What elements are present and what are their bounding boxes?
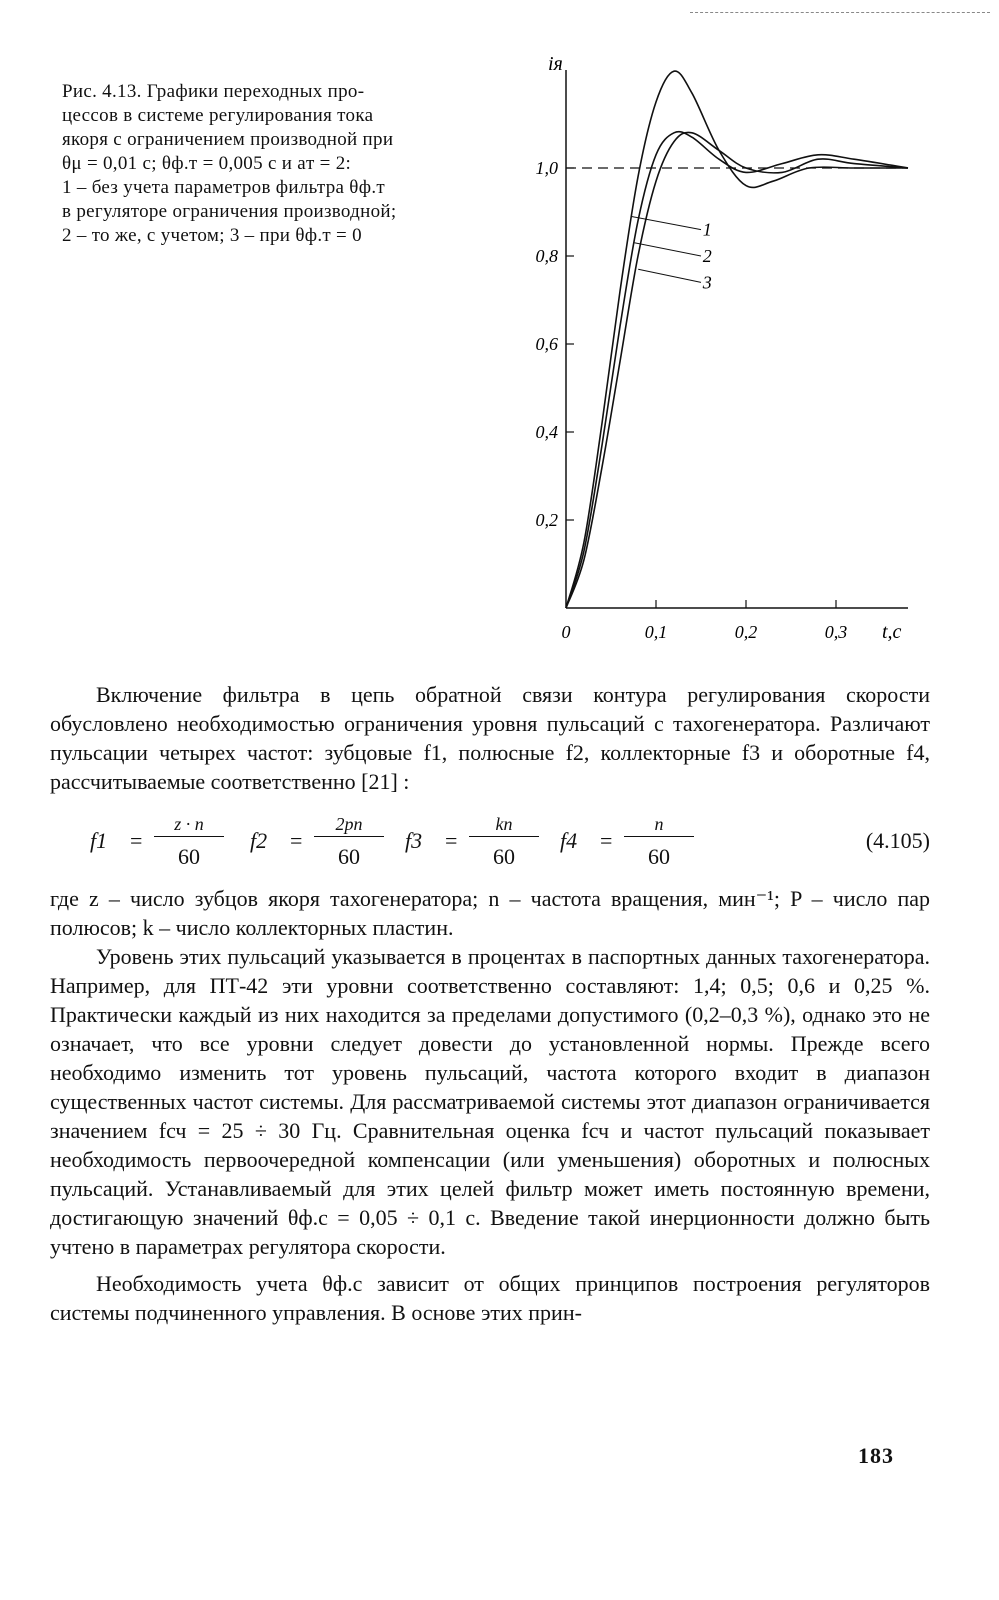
formula-f3-denominator: 60 xyxy=(493,844,515,869)
body-text xyxy=(50,680,930,1327)
formula-f1-denominator: 60 xyxy=(178,844,200,869)
caption-line: цессов в системе регулирования тока xyxy=(62,105,374,126)
formula-f4-denominator: 60 xyxy=(648,844,670,869)
formula-eq: = xyxy=(445,828,458,853)
x-tick-label: 0 xyxy=(561,622,571,642)
formula-f2-name: f2 xyxy=(250,828,268,853)
formula-4-105 xyxy=(50,806,930,876)
series-2-line xyxy=(566,132,908,608)
caption-line: якоря с ограничением производной при xyxy=(62,129,394,150)
series-2-label: 2 xyxy=(702,246,712,266)
caption-line: θμ = 0,01 с; θф.т = 0,005 с и aт = 2: xyxy=(62,153,352,174)
formula-f1-numerator: z · n xyxy=(174,814,204,834)
y-axis-label: iя xyxy=(548,53,563,75)
y-tick-label: 1,0 xyxy=(535,158,558,178)
paragraph-4: Необходимость учета θф.с зависит от общих принципов построения регуляторов системы подчиненного управления. В основе этих прин- xyxy=(50,1271,930,1325)
formula-f3-name: f3 xyxy=(405,828,423,853)
formula-f2-denominator: 60 xyxy=(338,844,360,869)
fraction-bar xyxy=(469,836,539,837)
page-top-rule xyxy=(690,12,990,13)
formula-eq: = xyxy=(130,828,143,853)
formula-f4-name: f4 xyxy=(560,828,578,853)
series-1-label: 1 xyxy=(702,219,712,240)
series-3-label: 3 xyxy=(702,272,712,293)
y-tick-label: 0,2 xyxy=(535,510,558,530)
y-tick-label: 0,8 xyxy=(535,246,558,266)
page-number: 183 xyxy=(858,1443,894,1468)
caption-line: Рис. 4.13. Графики переходных про- xyxy=(62,81,365,102)
caption-line: 1 – без учета параметров фильтра θф.т xyxy=(62,177,385,198)
series-3-leader xyxy=(638,269,701,282)
fraction-bar xyxy=(154,836,224,837)
paragraph-2: где z – число зубцов якоря тахогенератора; n – частота вращения, мин⁻¹; P – число пар полюсов; k – число коллекторных пластин. xyxy=(50,886,930,940)
y-tick-label: 0,4 xyxy=(535,422,558,442)
x-tick-label: 0,2 xyxy=(734,622,758,642)
formula-eq: = xyxy=(290,828,303,853)
formula-f4-numerator: n xyxy=(654,814,664,834)
caption-line: в регуляторе ограничения производной; xyxy=(62,201,397,222)
formula-f3-numerator: kn xyxy=(495,814,513,834)
formula-f2-numerator: 2pn xyxy=(335,814,363,834)
figure-caption xyxy=(62,80,492,248)
fraction-bar xyxy=(624,836,694,837)
series-2-leader xyxy=(635,243,701,256)
formula-eq: = xyxy=(600,828,613,853)
transient-chart xyxy=(520,53,940,660)
series-3-line xyxy=(566,132,908,608)
x-tick-label: 0,3 xyxy=(824,622,848,642)
series-1-leader xyxy=(631,216,701,229)
caption-line: 2 – то же, с учетом; 3 – при θф.т = 0 xyxy=(62,225,362,246)
x-tick-label: 0,1 xyxy=(644,622,668,642)
fraction-bar xyxy=(314,836,384,837)
equation-number: (4.105) xyxy=(865,828,930,853)
chart-svg xyxy=(520,53,940,660)
paragraph-3: Уровень этих пульсаций указывается в процентах в паспортных данных тахогенератора. Например, для ПТ-42 эти уровни соответственно составляют: 1,4; 0,5; 0,6 и 0,25 %. Практически каждый из них находится за пределами допустимого (0,2–0,3 %), однако это не означает, что все уровни следует довести до установленной нормы. Прежде всего необходимо изменить тот уровень пульсаций, частота которого входит в диапазон существенных частот системы. Для рассматриваемой системы этот диапазон ограничивается значением fсч = 25 ÷ 30 Гц. Сравнительная оценка fсч и частот пульсаций показывает необходимость первоочередной компенсации (или уменьшения) оборотных и полюсных пульсаций. Устанавливаемый для этих целей фильтр может иметь постоянную времени, достигающую значений θф.с = 0,05 ÷ 0,1 с. Введение такой инерционности должно быть учтено в параметрах регулятора скорости. xyxy=(50,944,930,1259)
x-axis-label: t,c xyxy=(882,621,902,643)
paragraph-1: Включение фильтра в цепь обратной связи контура регулирования скорости обусловлено необходимостью ограничения уровня пульсаций с тахогенератора. Различают пульсации четырех частот: зубцовые f1, полюсные f2, коллекторные f3 и оборотные f4, рассчитываемые соответственно [21] : xyxy=(50,682,930,794)
formula-f1-name: f1 xyxy=(90,828,108,853)
y-tick-label: 0,6 xyxy=(535,334,558,354)
